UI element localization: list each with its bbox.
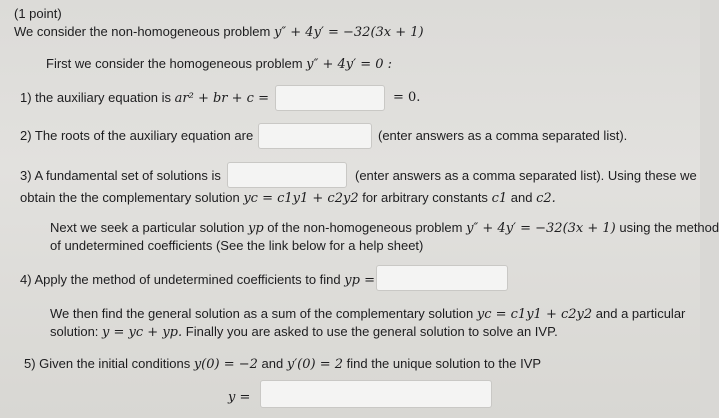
q2-note: (enter answers as a comma separated list). xyxy=(378,128,628,143)
intro-text: We consider the non-homogeneous problem y″ + 4y′ = −32(3x + 1) xyxy=(14,24,424,40)
q5-answer-input[interactable] xyxy=(260,380,492,408)
general-text-line1: We then find the general solution as a sum of the complementary solution yc = c1y1 + c2y2 and a particular xyxy=(50,306,686,322)
q5-text: 5) Given the initial conditions y(0) = −2 and y′(0) = 2 find the unique solution to the IVP xyxy=(24,356,542,372)
q4-text: 4) Apply the method of undetermined coefficients to find yp = xyxy=(20,272,375,288)
points-label: (1 point) xyxy=(14,6,62,21)
q3-answer-input[interactable] xyxy=(227,162,347,188)
q2-answer-input[interactable] xyxy=(258,123,372,149)
initial-condition-1: y(0) = −2 xyxy=(193,357,258,372)
initial-condition-2: y′(0) = 2 xyxy=(286,357,344,372)
q4-answer-input[interactable] xyxy=(376,265,508,291)
particular-text-line1: Next we seek a particular solution yp of the non-homogeneous problem y″ + 4y′ = −32(3x + 1) using the method xyxy=(50,220,719,236)
complementary-solution-formula: yc = c1y1 + c2y2 xyxy=(243,191,359,206)
q1-text: 1) the auxiliary equation is ar² + br + c = xyxy=(20,90,269,106)
q5-expression: y = xyxy=(228,390,251,405)
q4-expression: yp = xyxy=(344,273,375,288)
q1-suffix: = 0. xyxy=(393,90,421,105)
q1-answer-input[interactable] xyxy=(275,85,385,111)
q2-label: 2) The roots of the auxiliary equation are xyxy=(20,128,254,143)
intro-equation: y″ + 4y′ = −32(3x + 1) xyxy=(273,25,424,40)
homogeneous-equation: y″ + 4y′ = 0 : xyxy=(306,57,393,72)
homogeneous-text: First we consider the homogeneous problem y″ + 4y′ = 0 : xyxy=(46,56,393,72)
q3-complementary-text: obtain the the complementary solution yc = c1y1 + c2y2 for arbitrary constants c1 and c2. xyxy=(20,190,556,206)
general-text-line2: solution: y = yc + yp. Finally you are asked to use the general solution to solve an IVP. xyxy=(50,324,558,340)
nonhomogeneous-equation: y″ + 4y′ = −32(3x + 1) xyxy=(466,221,616,236)
q3-note: (enter answers as a comma separated list). Using these we xyxy=(355,168,697,183)
q1-expression: ar² + br + c = xyxy=(174,91,269,106)
particular-text-line2: of undetermined coefficients (See the link below for a help sheet) xyxy=(50,238,424,253)
q3-label: 3) A fundamental set of solutions is xyxy=(20,168,221,183)
